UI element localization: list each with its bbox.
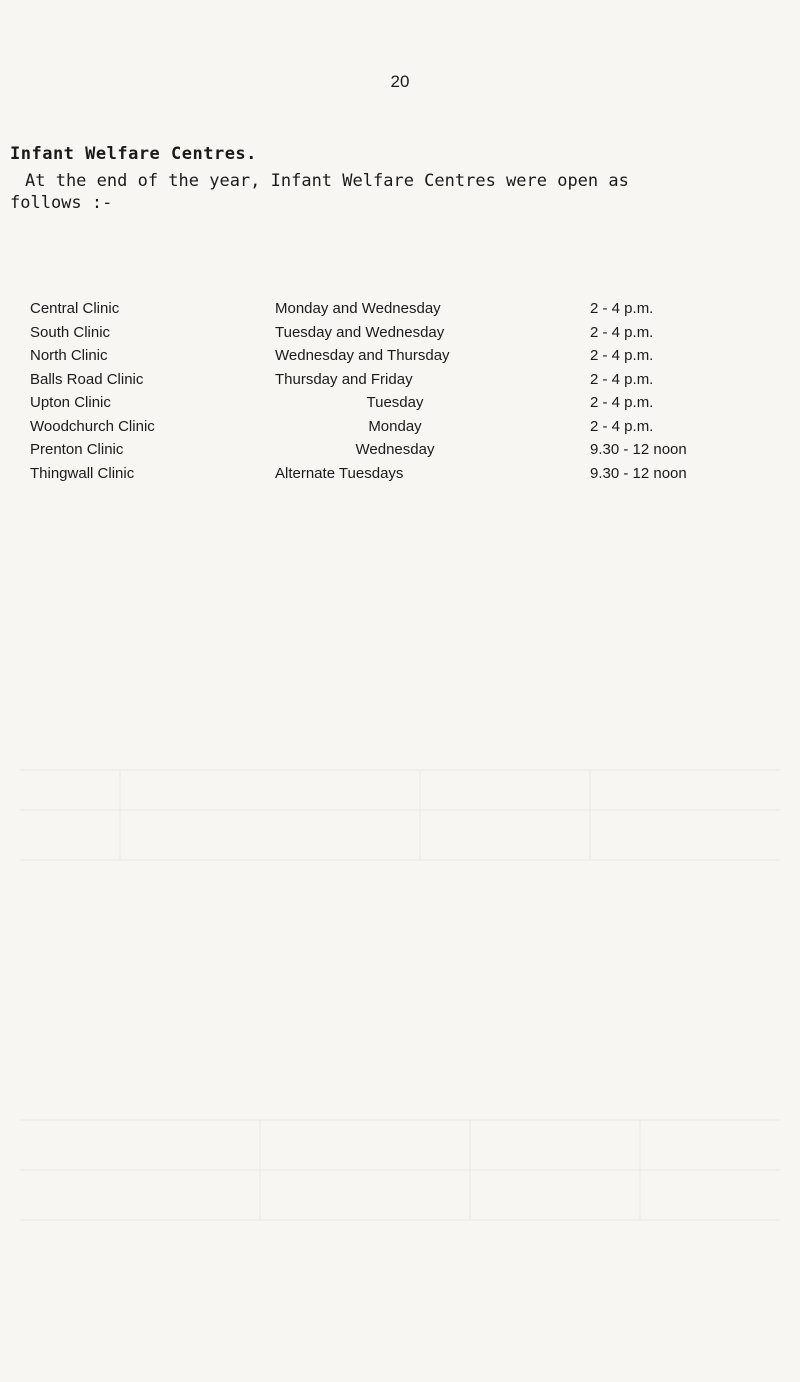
clinic-days: Tuesday and Wednesday	[275, 323, 445, 341]
table-row	[30, 465, 730, 489]
intro-line-2: follows :-	[10, 193, 113, 213]
clinic-name: Woodchurch Clinic	[30, 417, 155, 435]
clinic-days: Tuesday	[366, 394, 424, 411]
clinic-days: Alternate Tuesdays	[275, 464, 404, 482]
clinic-hours: 2 - 4 p.m.	[590, 417, 654, 435]
clinic-name: North Clinic	[30, 347, 108, 364]
clinic-hours: 9.30 - 12 noon	[590, 464, 687, 482]
page-show-through	[0, 560, 800, 1382]
table-row	[30, 347, 730, 371]
clinic-hours: 2 - 4 p.m.	[590, 323, 654, 341]
table-row	[30, 324, 730, 348]
clinic-hours: 9.30 - 12 noon	[590, 441, 687, 458]
clinic-days: Wednesday	[355, 441, 435, 458]
clinic-days: Wednesday and Thursday	[275, 347, 450, 364]
clinic-days: Thursday and Friday	[275, 370, 413, 388]
clinic-name: Central Clinic	[30, 300, 120, 317]
table-row	[30, 441, 730, 465]
clinic-hours: 2 - 4 p.m.	[590, 347, 654, 364]
clinic-hours: 2 - 4 p.m.	[590, 394, 654, 411]
clinic-name: Upton Clinic	[30, 394, 111, 411]
table-row	[30, 371, 730, 395]
page-number: 20	[390, 72, 410, 91]
clinic-name: Prenton Clinic	[30, 441, 124, 458]
clinic-days: Monday and Wednesday	[275, 300, 441, 317]
clinic-name: South Clinic	[30, 323, 111, 341]
intro-line-1: At the end of the year, Infant Welfare Centres were open as	[25, 171, 629, 191]
section-heading: Infant Welfare Centres.	[10, 144, 257, 164]
intro-paragraph	[10, 170, 765, 214]
clinic-days: Monday	[368, 417, 422, 435]
clinic-hours: 2 - 4 p.m.	[590, 300, 654, 317]
table-row	[30, 394, 730, 418]
clinic-schedule-table	[30, 300, 730, 488]
table-row	[30, 300, 730, 324]
table-row	[30, 418, 730, 442]
clinic-name: Thingwall Clinic	[30, 464, 135, 482]
clinic-name: Balls Road Clinic	[30, 370, 144, 388]
clinic-hours: 2 - 4 p.m.	[590, 370, 654, 388]
